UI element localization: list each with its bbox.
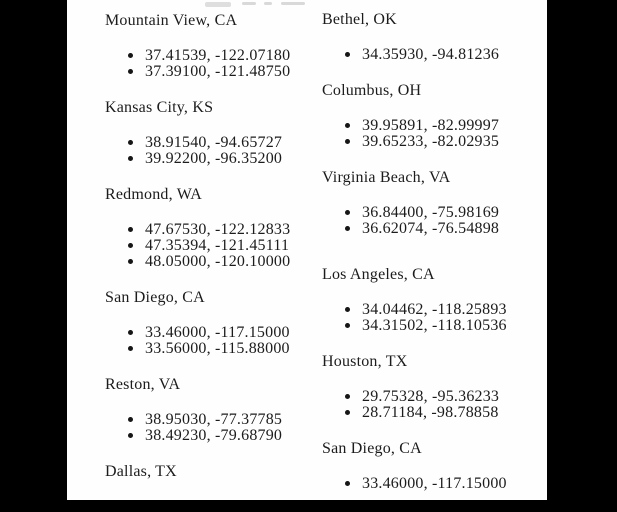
city-section-dallas	[105, 464, 321, 480]
document-page	[67, 0, 547, 500]
bullet-icon	[128, 156, 133, 161]
coordinate-text: 33.46000, -117.15000	[362, 475, 507, 492]
coordinate-text: 28.71184, -98.78858	[362, 404, 499, 421]
city-section-san-diego-left	[105, 290, 321, 357]
bullet-icon	[128, 140, 133, 145]
coordinate-item	[105, 64, 321, 80]
coordinate-item	[322, 205, 534, 221]
coordinate-item	[105, 428, 321, 444]
coordinate-list	[322, 389, 534, 421]
coordinate-text: 39.95891, -82.99997	[362, 117, 500, 134]
city-section-kansas-city	[105, 100, 321, 167]
city-section-redmond	[105, 187, 321, 270]
coordinate-item	[322, 134, 534, 150]
coordinate-text: 47.67530, -122.12833	[145, 221, 291, 238]
bullet-icon	[345, 410, 350, 415]
right-letterbox-bar	[547, 0, 617, 500]
city-heading: Kansas City, KS	[105, 99, 214, 116]
coordinate-text: 37.39100, -121.48750	[145, 63, 291, 80]
coordinate-text: 29.75328, -95.36233	[362, 388, 500, 405]
bullet-icon	[128, 69, 133, 74]
bullet-icon	[345, 323, 350, 328]
bullet-icon	[345, 394, 350, 399]
city-heading: Houston, TX	[322, 353, 408, 370]
coordinate-item	[105, 341, 321, 357]
coordinate-list	[322, 47, 534, 63]
coordinate-text: 38.49230, -79.68790	[145, 427, 283, 444]
city-section-virginia-beach	[322, 170, 534, 237]
coordinate-text: 33.56000, -115.88000	[145, 340, 290, 357]
city-section-bethel	[322, 12, 534, 63]
coordinate-list	[105, 222, 321, 270]
coordinate-text: 38.91540, -94.65727	[145, 134, 283, 151]
coordinate-list	[322, 302, 534, 334]
left-column	[105, 0, 321, 499]
coordinate-text: 33.46000, -117.15000	[145, 324, 290, 341]
coordinate-item	[105, 135, 321, 151]
coordinate-item	[105, 151, 321, 167]
coordinate-text: 37.41539, -122.07180	[145, 47, 291, 64]
bullet-icon	[345, 210, 350, 215]
city-heading: Redmond, WA	[105, 186, 203, 203]
bullet-icon	[128, 330, 133, 335]
city-heading: Mountain View, CA	[105, 12, 238, 29]
right-column	[322, 0, 534, 512]
city-section-los-angeles	[322, 267, 534, 334]
coordinate-item	[105, 222, 321, 238]
coordinate-item	[105, 325, 321, 341]
bullet-icon	[128, 433, 133, 438]
coordinate-list	[105, 135, 321, 167]
bullet-icon	[345, 307, 350, 312]
city-heading: Reston, VA	[105, 376, 181, 393]
coordinate-list	[322, 205, 534, 237]
coordinate-item	[322, 405, 534, 421]
coordinate-text: 36.84400, -75.98169	[362, 204, 500, 221]
coordinate-item	[322, 221, 534, 237]
coordinate-item	[105, 238, 321, 254]
bullet-icon	[345, 52, 350, 57]
coordinate-text: 34.04462, -118.25893	[362, 301, 507, 318]
city-heading: Bethel, OK	[322, 11, 397, 28]
city-heading: Columbus, OH	[322, 82, 422, 99]
coordinate-item	[322, 476, 534, 492]
city-section-columbus	[322, 83, 534, 150]
bullet-icon	[128, 53, 133, 58]
bullet-icon	[345, 226, 350, 231]
city-heading: Dallas, TX	[105, 463, 177, 480]
bullet-icon	[128, 346, 133, 351]
city-heading: San Diego, CA	[322, 440, 422, 457]
coordinate-list	[322, 118, 534, 150]
coordinate-list	[105, 48, 321, 80]
bullet-icon	[128, 227, 133, 232]
coordinate-list	[105, 325, 321, 357]
coordinate-text: 38.95030, -77.37785	[145, 411, 283, 428]
city-heading: Virginia Beach, VA	[322, 169, 451, 186]
city-section-reston	[105, 377, 321, 444]
coordinate-text: 48.05000, -120.10000	[145, 253, 291, 270]
city-section-houston	[322, 354, 534, 421]
coordinate-item	[322, 318, 534, 334]
bullet-icon	[128, 259, 133, 264]
coordinate-item	[322, 47, 534, 63]
city-heading: San Diego, CA	[105, 289, 205, 306]
city-heading: Los Angeles, CA	[322, 266, 435, 283]
coordinate-text: 34.35930, -94.81236	[362, 46, 500, 63]
coordinate-item	[105, 48, 321, 64]
coordinate-item	[322, 302, 534, 318]
bullet-icon	[345, 123, 350, 128]
coordinate-list	[322, 476, 534, 492]
bullet-icon	[345, 481, 350, 486]
city-section-san-diego-right	[322, 441, 534, 492]
left-letterbox-bar	[0, 0, 67, 500]
bullet-icon	[345, 139, 350, 144]
coordinate-text: 39.65233, -82.02935	[362, 133, 500, 150]
coordinate-item	[322, 389, 534, 405]
coordinate-item	[105, 412, 321, 428]
bullet-icon	[128, 243, 133, 248]
coordinate-text: 34.31502, -118.10536	[362, 317, 507, 334]
coordinate-text: 47.35394, -121.45111	[145, 237, 290, 254]
bullet-icon	[128, 417, 133, 422]
coordinate-item	[322, 118, 534, 134]
coordinate-text: 39.92200, -96.35200	[145, 150, 283, 167]
coordinate-item	[105, 254, 321, 270]
coordinate-list	[105, 412, 321, 444]
coordinate-text: 36.62074, -76.54898	[362, 220, 500, 237]
city-section-mountain-view	[105, 13, 321, 80]
